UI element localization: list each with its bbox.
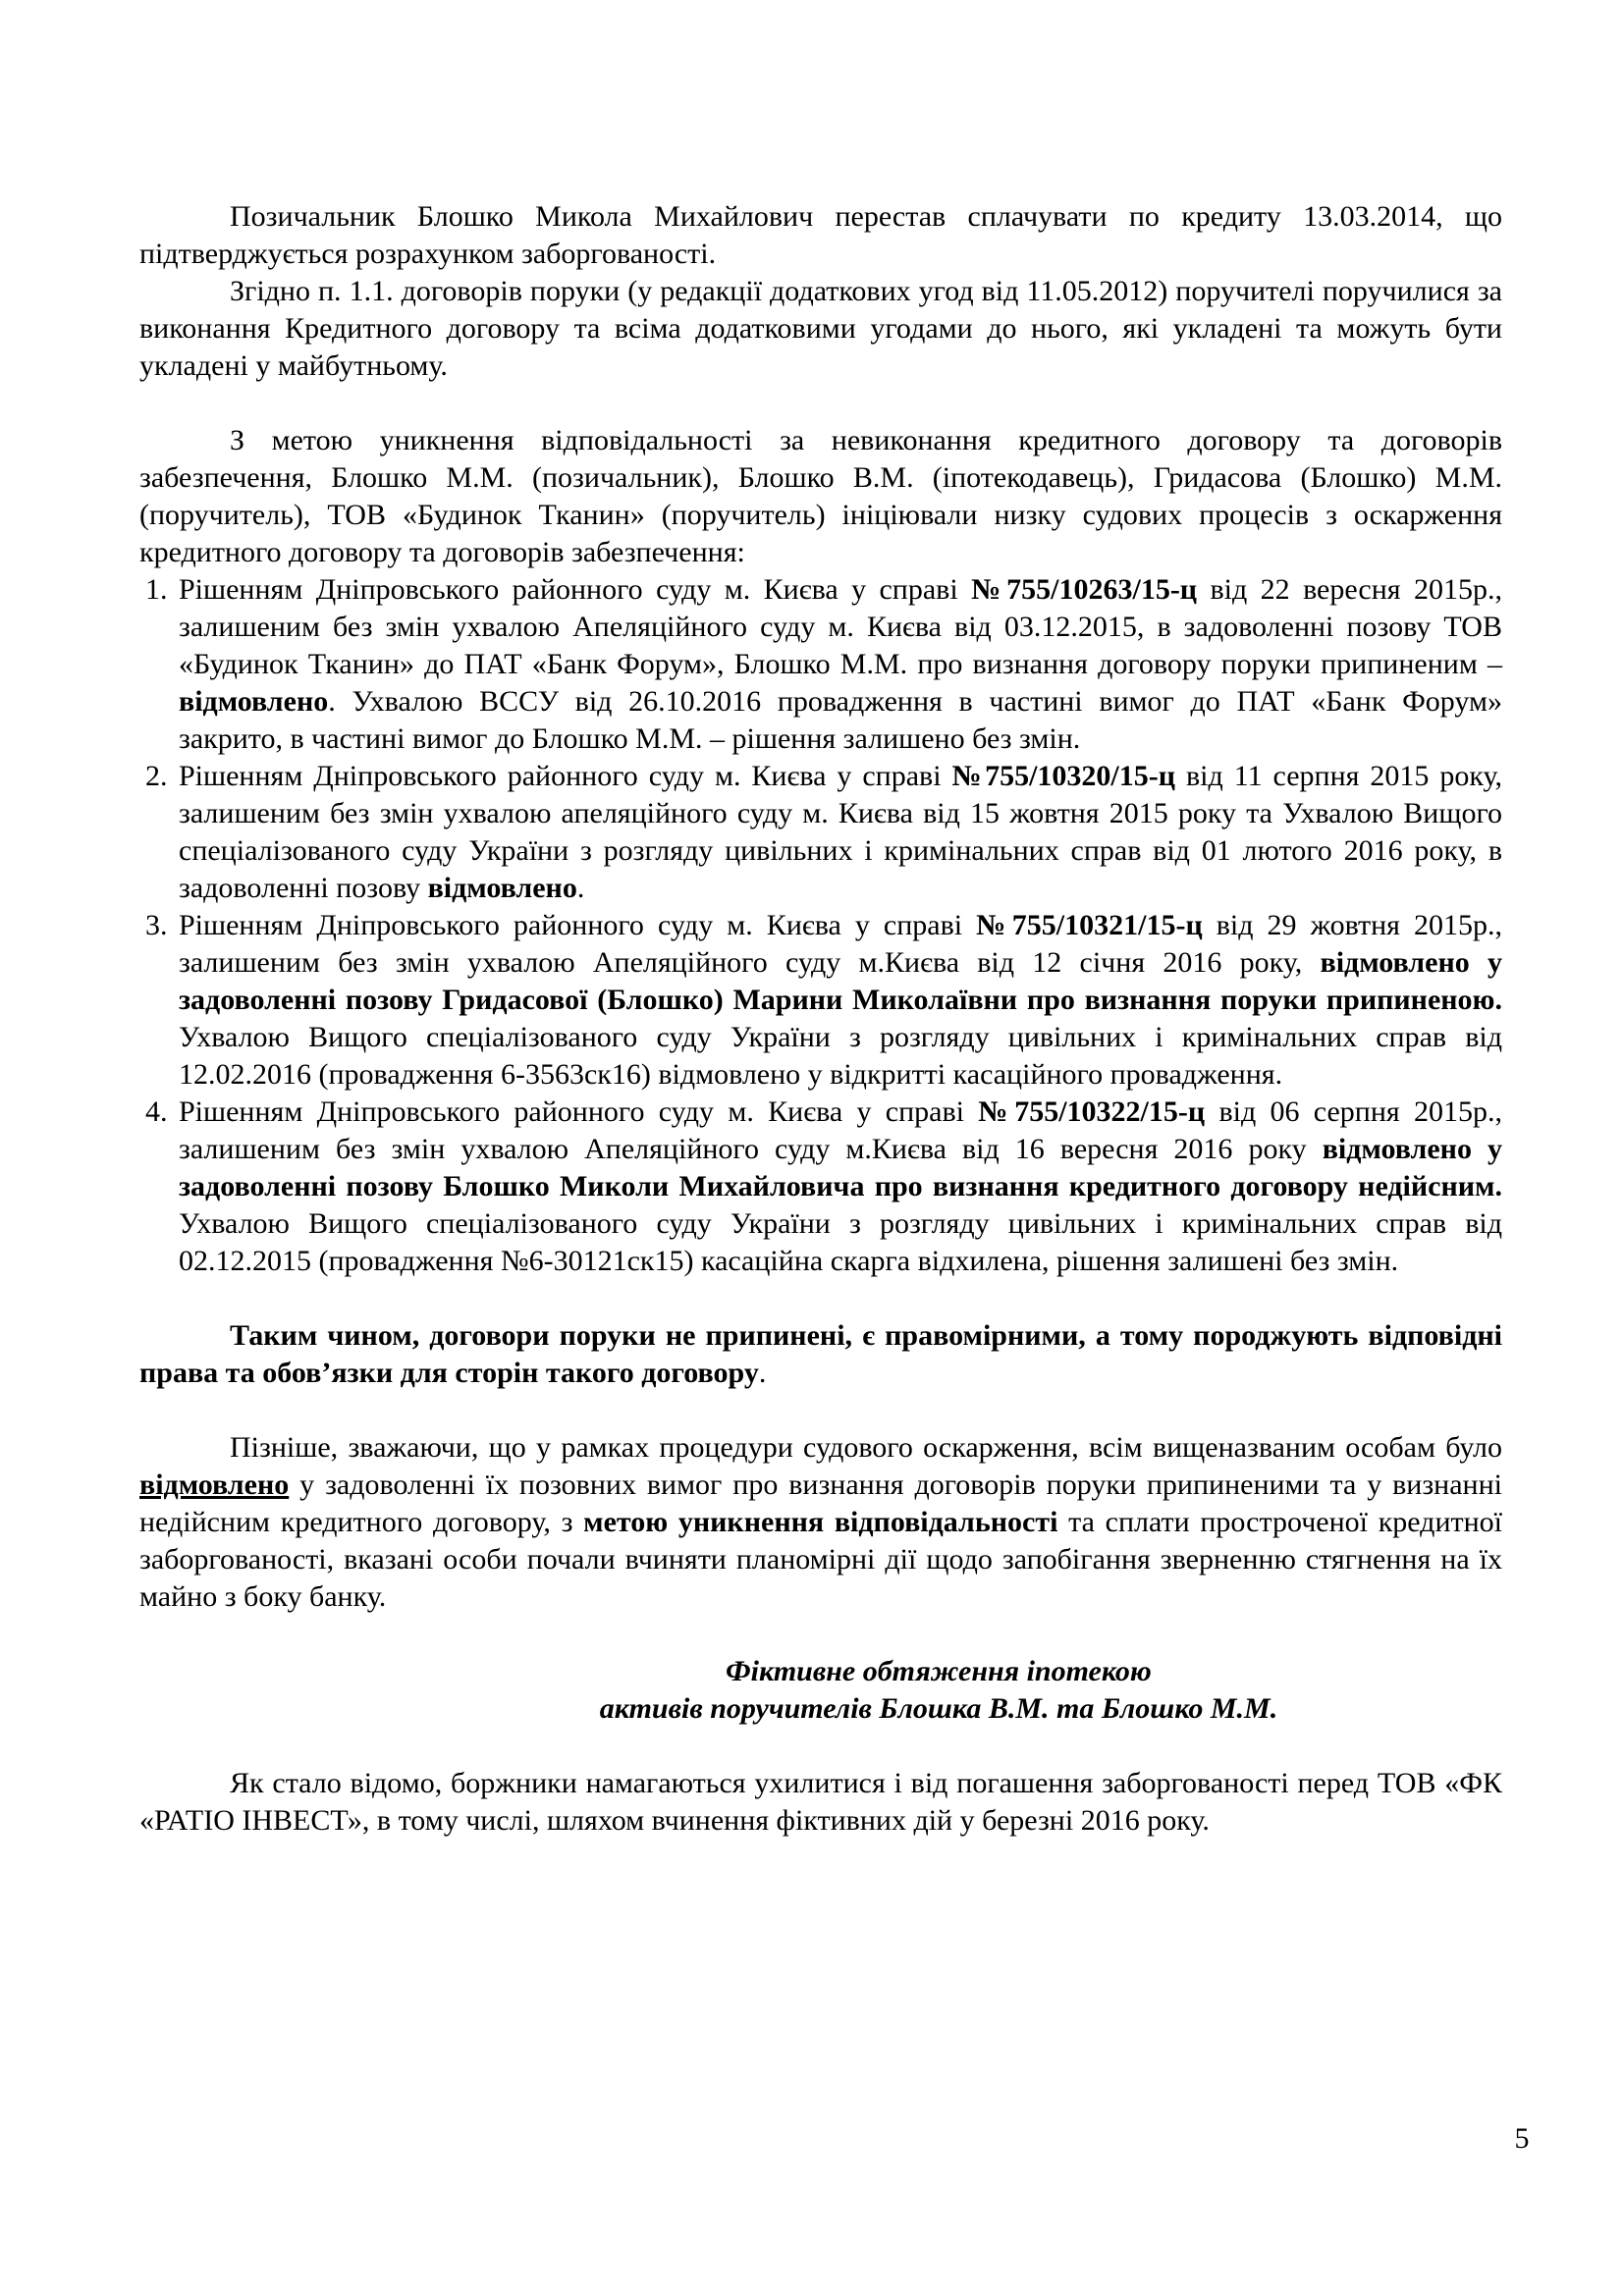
text-run: відмовлено [427, 872, 577, 904]
document-body [139, 198, 1502, 1840]
text-run: відмовлено [179, 685, 329, 718]
para-borrower-stopped-paying [139, 198, 1502, 273]
text-run: Ухвалою Вищого спеціалізованого суду України з розгляду цивільних і кримінальних справ від 02.12.2015 (провадження №6-30121ск15) касаційна скарга відхилена, рішення залишені без змін. [179, 1207, 1502, 1277]
text-run: . [576, 872, 585, 904]
text-run: Пізніше, зважаючи, що у рамках процедури судового оскарження, всім вищеназваним особам було [230, 1431, 1502, 1464]
text-run: метою уникнення відповідальності [583, 1506, 1058, 1538]
blank-line [139, 1280, 1502, 1317]
blank-line [139, 1616, 1502, 1653]
para-later-debtors-actions [139, 1429, 1502, 1616]
blank-line [139, 1728, 1502, 1765]
text-run: відмовлено [139, 1468, 290, 1501]
text-run: . [758, 1357, 767, 1389]
text-run: Ухвалою Вищого спеціалізованого суду України з розгляду цивільних і кримінальних справ від 12.02.2016 (провадження 6-3563ск16) відмовлено у відкритті касаційного провадження. [179, 1021, 1502, 1091]
section-heading-line-2 [375, 1690, 1502, 1728]
text-run: активів поручителів Блошка В.М. та Блошко М.М. [599, 1692, 1278, 1725]
para-lawsuits-intro [139, 422, 1502, 571]
page-number: 5 [1514, 2122, 1530, 2155]
court-case-item-3 [139, 907, 1502, 1094]
text-run: З метою уникнення відповідальності за невиконання кредитного договору та договорів забезпечення, Блошко М.М. (позичальник), Блошко В.М. (іпотекодавець), Гридасова (Блошко) М.М. (поручитель), ТОВ «Будинок Тканин» (поручитель) ініціювали низку судових процесів з оскарження кредитного договору та договорів забезпечення: [139, 424, 1502, 568]
text-run: Позичальник Блошко Микола Михайлович перестав сплачувати по кредиту 13.03.2014, що підтверджується розрахунком заборгованості. [139, 200, 1502, 270]
list-item-number: 2. [145, 760, 168, 792]
text-run: від 29 жовтня 2015р., залишеним без змін ухвалою Апеляційного суду м.Києва від 12 січня 2016 року, [179, 909, 1502, 979]
para-fictitious-actions [139, 1765, 1502, 1840]
text-run: Як стало відомо, боржники намагаються ухилитися і від погашення заборгованості перед ТОВ «ФК «РАТІО ІНВЕСТ», в тому числі, шляхом вчинення фіктивних дій у березні 2016 року. [139, 1767, 1502, 1837]
text-run: Таким чином, договори поруки не припинені, є правомірними, а тому породжують відповідні права та обов’язки для сторін такого договору [139, 1319, 1502, 1389]
text-run: Рішенням Дніпровського районного суду м. Києва у справі [179, 573, 972, 606]
text-run: №755/10263/15-ц [971, 573, 1198, 606]
text-run: Рішенням Дніпровського районного суду м. Києва у справі [179, 760, 952, 792]
text-run: №755/10322/15-ц [978, 1095, 1206, 1128]
text-run: Згідно п. 1.1. договорів поруки (у редакції додаткових угод від 11.05.2012) поручителі поручилися за виконання Кредитного договору та всіма додатковими угодами до нього, які укладені та можуть бути укладені у майбутньому. [139, 275, 1502, 382]
para-suretyship-clause [139, 273, 1502, 385]
text-run: відмовлено у задоволенні позову Гридасової (Блошко) Марини Миколаївни про визнання поруки припиненою. [179, 946, 1502, 1016]
text-run: від 11 серпня 2015 року, залишеним без змін ухвалою апеляційного суду м. Києва від 15 жовтня 2015 року та Ухвалою Вищого спеціалізованого суду України з розгляду цивільних і кримінальних справ від 01 лютого 2016 року, в задоволенні позову [179, 760, 1502, 904]
section-heading-line-1 [375, 1653, 1502, 1690]
text-run: від 22 вересня 2015р., залишеним без змін ухвалою Апеляційного суду м. Києва від 03.12.2015, в задоволенні позову ТОВ «Будинок Тканин» до ПАТ «Банк Форум», Блошко М.М. про визнання договору поруки припиненим – [179, 573, 1503, 680]
text-run: №755/10321/15-ц [976, 909, 1203, 941]
text-run: у задоволенні їх позовних вимог про визнання договорів поруки припиненими та у визнанні недійсним кредитного договору, з [139, 1468, 1502, 1538]
list-item-number: 3. [145, 909, 168, 941]
text-run: та сплати простроченої кредитної заборгованості, вказані особи почали вчиняти планомірні дії щодо запобігання зверненню стягнення на їх майно з боку банку. [139, 1506, 1503, 1613]
para-conclusion-contracts-valid [139, 1317, 1502, 1392]
text-run: Рішенням Дніпровського районного суду м. Києва у справі [179, 1095, 979, 1128]
text-run: . Ухвалою ВССУ від 26.10.2016 провадження в частині вимог до ПАТ «Банк Форум» закрито, в частині вимог до Блошко М.М. – рішення залишено без змін. [179, 685, 1502, 755]
court-case-item-2 [139, 758, 1502, 907]
blank-line [139, 385, 1502, 422]
court-case-item-4 [139, 1094, 1502, 1280]
text-run: Рішенням Дніпровського районного суду м. Києва у справі [179, 909, 977, 941]
court-case-item-1 [139, 571, 1502, 758]
text-run: від 06 серпня 2015р., залишеним без змін ухвалою Апеляційного суду м.Києва від 16 вересня 2016 року [179, 1095, 1503, 1165]
blank-line [139, 1392, 1502, 1429]
list-item-number: 4. [145, 1095, 168, 1128]
list-item-number: 1. [145, 573, 168, 606]
text-run: Фіктивне обтяження іпотекою [726, 1655, 1152, 1687]
text-run: №755/10320/15-ц [951, 760, 1176, 792]
text-run: відмовлено у задоволенні позову Блошко Миколи Михайловича про визнання кредитного договору недійсним. [179, 1133, 1503, 1202]
